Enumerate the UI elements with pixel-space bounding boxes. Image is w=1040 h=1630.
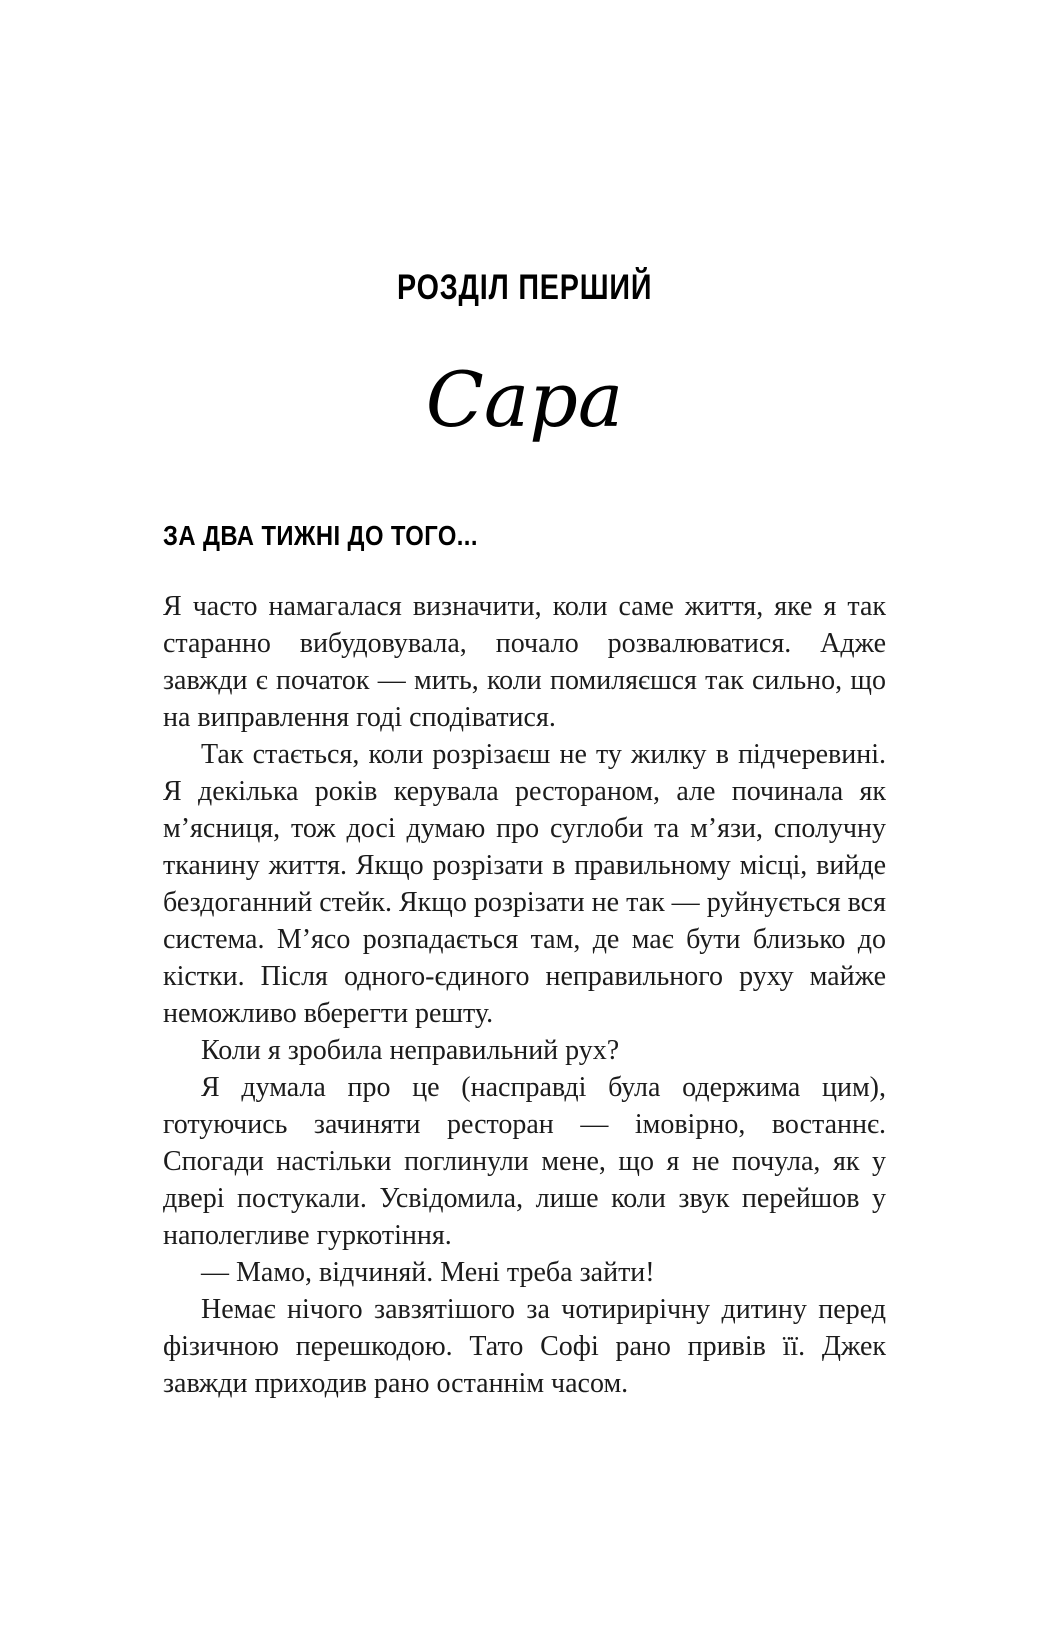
section-heading: ЗА ДВА ТИЖНІ ДО ТОГО... xyxy=(163,520,478,551)
paragraph: Я часто намагалася визначити, коли саме життя, яке я так старанно вибудовувала, почало розвалюватися. Адже завжди є початок — мить, коли помиляєшся так сильно, що на виправлення годі сподіватися. xyxy=(163,591,886,733)
body-text xyxy=(163,588,886,1402)
chapter-title: Сара xyxy=(425,355,624,444)
paragraph: Коли я зробила неправильний рух? xyxy=(201,1035,620,1066)
chapter-label-container xyxy=(163,270,886,313)
section-heading-container xyxy=(163,521,886,556)
paragraph-dialogue: — Мамо, відчиняй. Мені треба зайти! xyxy=(201,1257,655,1288)
paragraph: Немає нічого завзятішого за чотирирічну дитину перед фізичною перешкодою. Тато Софі рано привів її. Джек завжди приходив рано останнім часом. xyxy=(163,1294,886,1399)
paragraph: Так стається, коли розрізаєш не ту жилку в підчеревині. Я декілька років керувала рестораном, але починала як м’ясниця, тож досі думаю про суглоби та м’язи, сполучну тканину життя. Якщо розрізати в правильному місці, вийде бездоганний стейк. Якщо розрізати не так — руйнується вся система. М’ясо розпадається там, де має бути близько до кістки. Після одного-єдиного неправильного руху майже неможливо вберегти решту. xyxy=(163,739,886,1029)
chapter-label: РОЗДІЛ ПЕРШИЙ xyxy=(396,268,653,307)
paragraph: Я думала про це (насправді була одержима цим), готуючись зачиняти ресторан — імовірно, востаннє. Спогади настільки поглинули мене, що я не почула, як у двері постукали. Усвідомила, лише коли звук перейшов у наполегливе гуркотіння. xyxy=(163,1072,886,1251)
